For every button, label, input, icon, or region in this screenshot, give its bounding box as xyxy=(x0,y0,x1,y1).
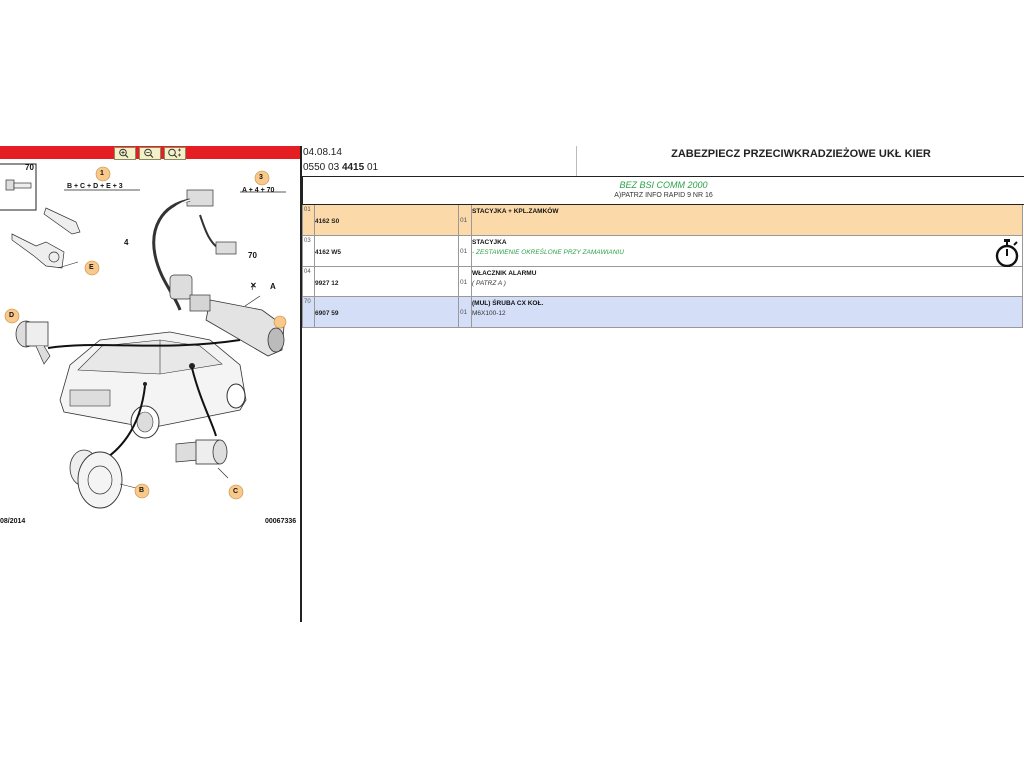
diagram-callout-1-text: 1 xyxy=(100,170,104,177)
diagram-panel xyxy=(0,146,300,622)
row-qty: 01 xyxy=(460,279,468,286)
diagram-callout-b-text: B xyxy=(139,487,145,494)
diagram-callout-c-text: C xyxy=(233,488,239,495)
diagram-label-a: A xyxy=(270,282,276,291)
header-date: 04.08.14 xyxy=(303,147,342,158)
header-code xyxy=(303,162,378,173)
lock-barrel-d-part xyxy=(16,321,50,364)
header-separator xyxy=(576,146,577,176)
info-green-line: BEZ BSI COMM 2000 xyxy=(619,180,708,190)
lock-barrel-c-part xyxy=(176,440,227,464)
diagram-callout-e-text: E xyxy=(89,264,94,271)
row-part-number: 4162 W5 xyxy=(315,249,342,256)
row-part-number: 9927 12 xyxy=(315,280,339,287)
row-ref: 70 xyxy=(304,299,311,305)
row-name: STACYJKA + KPL.ZAMKÓW xyxy=(472,208,559,215)
part-row-70[interactable] xyxy=(302,297,1023,328)
row-note: ( PATRZ A ) xyxy=(472,280,506,287)
row-part-number: 6907 59 xyxy=(315,310,339,317)
row-ref: 04 xyxy=(304,269,311,275)
key-blank-part xyxy=(44,208,80,234)
diagram-label-70-box: 70 xyxy=(25,163,34,172)
bolt-part xyxy=(6,180,31,190)
fuel-cap-part xyxy=(70,450,122,508)
info-black-line: A)PATRZ INFO RAPID 9 NR 16 xyxy=(614,192,713,199)
zoom-in-button[interactable] xyxy=(114,147,136,160)
zoom-out-icon xyxy=(143,148,157,158)
ignition-harness-part xyxy=(154,190,236,310)
diagram-label-4: 4 xyxy=(124,238,129,247)
row-part-number: 4162 S0 xyxy=(315,218,340,225)
zoom-fit-button[interactable] xyxy=(164,147,186,160)
stopwatch-icon[interactable] xyxy=(994,238,1020,268)
key-part xyxy=(12,234,64,268)
header-code-bold: 4415 xyxy=(341,162,365,173)
diagram-formula-1: B + C + D + E + 3 xyxy=(67,183,123,190)
row-ref: 01 xyxy=(304,207,311,213)
page-title: ZABEZPIECZ PRZECIWKRADZIEŻOWE UKŁ KIER xyxy=(671,148,931,160)
exploded-diagram xyxy=(0,160,300,622)
zoom-in-icon xyxy=(118,148,132,158)
part-row-04[interactable] xyxy=(302,267,1023,297)
diagram-toolbar xyxy=(0,146,300,159)
svg-text:✕: ✕ xyxy=(250,281,257,290)
row-note: - ZESTAWIENIE OKREŚLONE PRZY ZAMAWIANIU xyxy=(472,249,624,256)
row-name: WŁACZNIK ALARMU xyxy=(472,270,537,277)
zoom-out-button[interactable] xyxy=(139,147,161,160)
row-qty: 01 xyxy=(460,248,468,255)
zoom-fit-icon xyxy=(167,148,183,158)
diagram-formula-3: A + 4 + 70 xyxy=(242,187,275,194)
parts-header xyxy=(302,146,1024,177)
diagram-label-70: 70 xyxy=(248,251,257,260)
row-name: STACYJKA xyxy=(472,239,507,246)
row-qty: 01 xyxy=(460,309,468,316)
part-row-03[interactable] xyxy=(302,236,1023,267)
diagram-ref-footer: 00067336 xyxy=(265,518,297,525)
car-illustration xyxy=(60,332,246,438)
header-code-prefix: 0550 03 xyxy=(303,162,340,173)
diagram-callout-3-text: 3 xyxy=(259,174,263,181)
diagram-date-footer: 08/2014 xyxy=(0,518,26,525)
row-qty: 01 xyxy=(460,217,468,224)
row-ref: 03 xyxy=(304,238,311,244)
diagram-callout-d-text: D xyxy=(9,312,15,319)
part-row-01[interactable] xyxy=(302,205,1023,236)
callout-hidden xyxy=(274,316,286,328)
info-box xyxy=(302,176,1024,205)
row-note: M6X100-12 xyxy=(472,310,506,317)
header-code-suffix: 01 xyxy=(366,162,379,173)
row-name: (MUL) ŚRUBA CX KOŁ. xyxy=(472,300,544,307)
